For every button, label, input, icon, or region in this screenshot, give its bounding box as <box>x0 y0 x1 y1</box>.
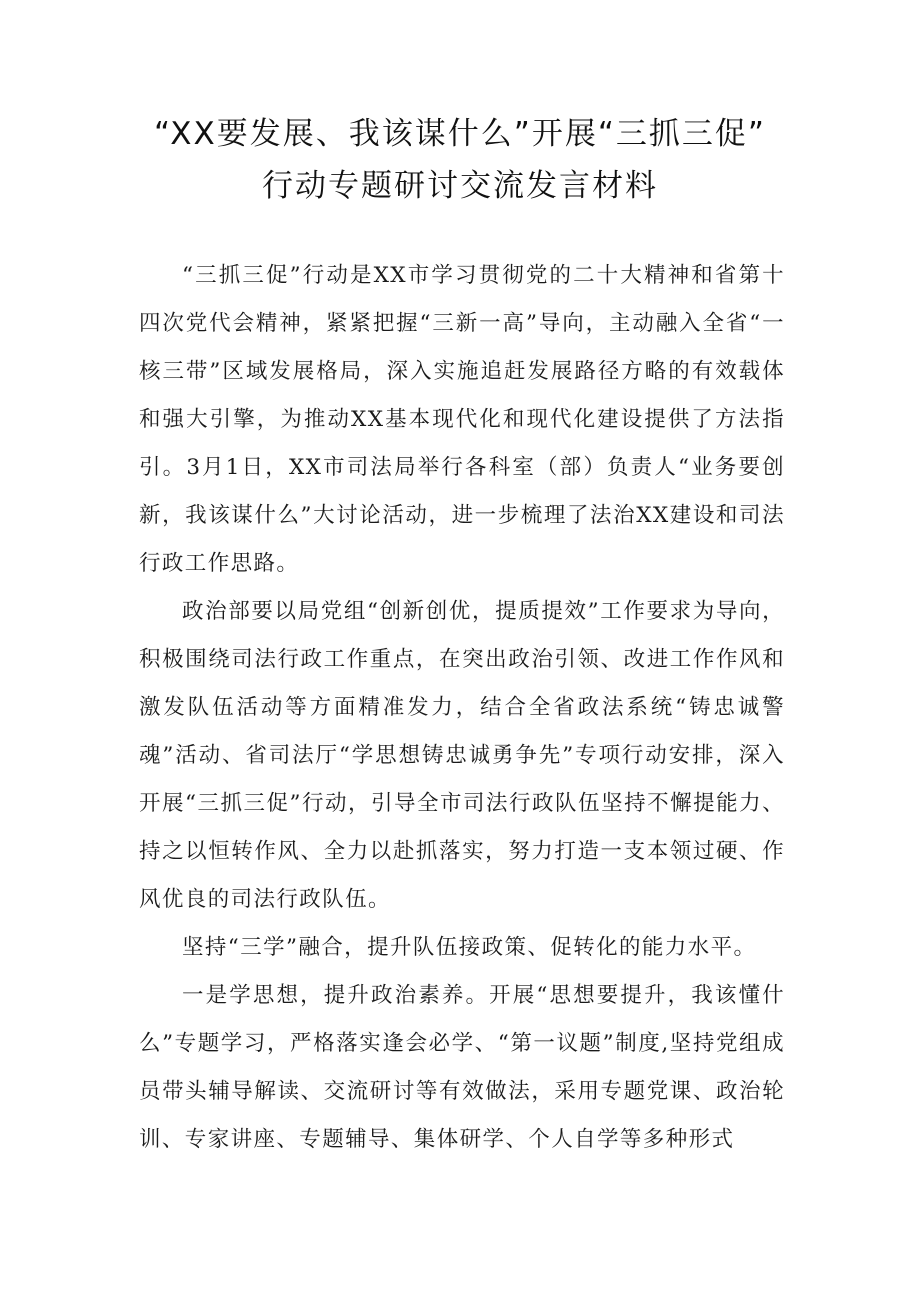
document-title-line-2: 行动专题研讨交流发言材料 <box>262 168 658 204</box>
paragraph-three-learnings: 坚持“三学”融合，提升队伍接政策、促转化的能力水平。 <box>182 935 757 960</box>
paragraph-learn-thought: 一是学思想，提升政治素养。开展“思想要提升，我该懂什么”专题学习，严格落实逢会必学、“第一议题”制度,坚持党组成员带头辅导解读、交流研讨等有效做法，采用专题党课、政治轮训、专家讲座、专题辅导、集体研学、个人自学等多种形式 <box>139 983 785 1152</box>
paragraph-political-department: 政治部要以局党组“创新创优，提质提效”工作要求为导向，积极围绕司法行政工作重点，在突出政治引领、改进工作作风和激发队伍活动等方面精准发力，结合全省政法系统“铸忠诚警魂”活动、省司法厅“学思想铸忠诚勇争先”专项行动安排，深入开展“三抓三促”行动，引导全市司法行政队伍坚持不懈提能力、持之以恒转作风、全力以赴抓落实，努力打造一支本领过硬、作风优良的司法行政队伍。 <box>139 599 785 912</box>
document-title-line-1: “XX要发展、我该谋什么”开展“三抓三促” <box>154 116 766 152</box>
paragraph-intro: “三抓三促”行动是XX市学习贯彻党的二十大精神和省第十四次党代会精神，紧紧把握“三新一高”导向，主动融入全省“一核三带”区域发展格局，深入实施追赶发展路径方略的有效载体和强大引擎，为推动XX基本现代化和现代化建设提供了方法指引。3月1日，XX市司法局举行各科室（部）负责人“业务要创新，我该谋什么”大讨论活动，进一步梳理了法治XX建设和司法行政工作思路。 <box>139 263 785 576</box>
document-body <box>139 252 785 1164</box>
